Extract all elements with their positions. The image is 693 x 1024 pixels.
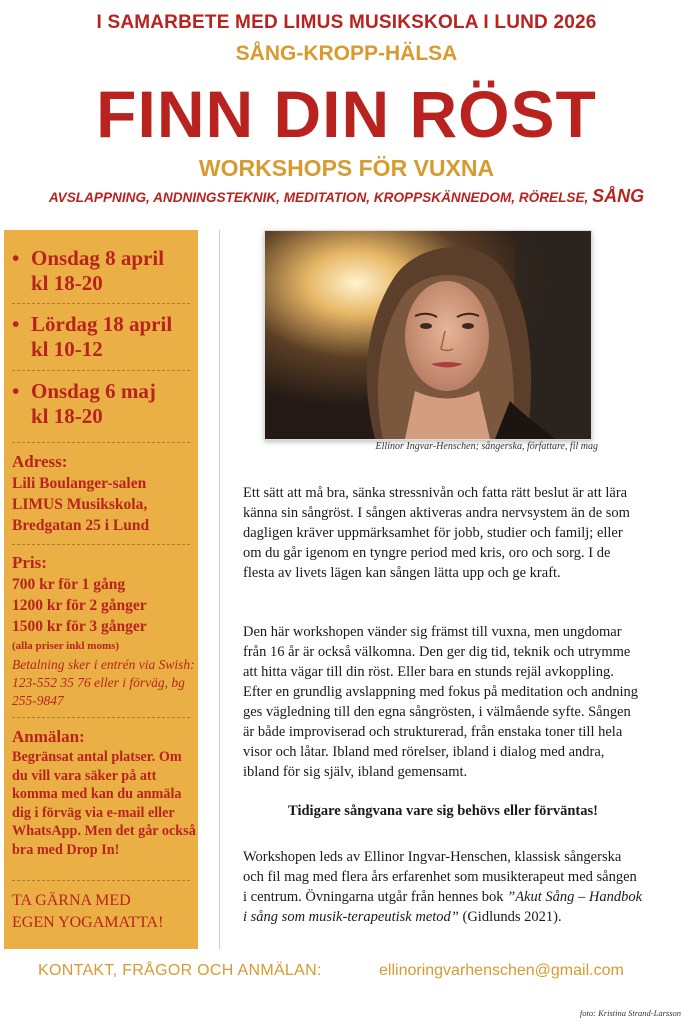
separator [12,442,190,443]
price-line: 700 kr för 1 gång [12,576,126,593]
body-paragraph: Den här workshopen vänder sig främst till vuxna, men ungdomar från 16 år är också välkomna. Den ger dig tid, teknik och utrymme att hitta vägar till din röst. Eller bara en stunds rejäl avkoppling. Efter en grundlig avslappning med fokus på meditation och andning ges vägledning till den egna sångrösten, i välmående syfte. Sången är både improviserad och strukturerad, från enstaka toner till hela visor och låtar. Ibland med rörelser, ibland i dialog med andra, ibland för sig själv, ibland gemensamt. [243,624,639,780]
body-paragraph: Ett sätt att må bra, sänka stressnivån och fatta rätt beslut är att lära känna sin sångröst. I sången aktiveras andra nervsystem än de som dagligen kräver uppmärksamhet för jobb, studier och familj; eller om du går igenom en tyngre period med kris, oro och sorg. I de flesta av livets lägen kan sången lätta upp och ge kraft. [243,485,630,581]
payment-info: Betalning sker i entrén via Swish: 123-552 35 76 eller i förväg, bg 255-9847 [12,657,195,708]
separator [12,717,190,718]
contact-label: KONTAKT, FRÅGOR OCH ANMÄLAN: [38,962,322,979]
bullet: • [12,379,20,403]
body-text: Workshopen leds av Ellinor Ingvar-Henschen, klassisk sångerska och fil mag med flera års erfarenhet som musikterapeut med sången i centrum. Övningarna utgår från hennes bok [243,849,637,905]
portrait-photo [264,230,592,440]
yoga-line: EGEN YOGAMATTA! [12,914,164,931]
contact-email-link[interactable]: ellinoringvarhenschen@gmail.com [379,962,624,979]
top-line: I SAMARBETE MED LIMUS MUSIKSKOLA I LUND 2026 [96,12,597,33]
book-title: ”Akut Sång – Handbok i sång som musik-terapeutisk metod” [243,889,643,925]
price-label: Pris: [12,553,47,572]
emphasis-line: Tidigare sångvana vare sig behövs eller förväntas! [288,803,598,819]
body-paragraph [243,847,643,927]
price-line: 1200 kr för 2 gånger [12,597,147,614]
topics-text: AVSLAPPNING, ANDNINGSTEKNIK, MEDITATION, KROPPSKÄNNEDOM, RÖRELSE, [48,190,593,205]
address-line: Lili Boulanger-salen [12,475,147,492]
photo-caption: Ellinor Ingvar-Henschen; sångerska, författare, fil mag [375,441,598,452]
yoga-line: TA GÄRNA MED [12,892,131,909]
time-line: kl 18-20 [31,404,103,428]
address-line: Bredgatan 25 i Lund [12,517,150,534]
body-text: (Gidlunds 2021). [458,909,562,925]
topics-emphasis: SÅNG [592,186,645,206]
bullet: • [12,312,20,336]
time-line: kl 18-20 [31,271,103,295]
date-line: Onsdag 8 april [31,246,165,270]
address-label: Adress: [12,452,68,471]
column-divider [219,230,220,949]
time-line: kl 10-12 [31,337,103,361]
separator [12,880,190,881]
bullet: • [12,246,20,270]
sidebar [4,230,198,949]
portrait-illustration [265,231,591,439]
vat-note: (alla priser inkl moms) [12,640,120,652]
address-line: LIMUS Musikskola, [12,496,148,513]
topics-line [0,186,693,207]
main-title: FINN DIN RÖST [96,77,597,151]
date-line: Lördag 18 april [31,312,173,336]
photo-credit: foto: Kristina Strand-Larsson [579,1008,681,1018]
separator [12,544,190,545]
date-item [12,379,196,429]
subtitle: SÅNG-KROPP-HÄLSA [235,42,458,65]
price-line: 1500 kr för 3 gånger [12,618,147,635]
separator [12,303,190,304]
date-item [12,312,196,362]
date-line: Onsdag 6 maj [31,379,156,403]
workshops-heading: WORKSHOPS FÖR VUXNA [198,155,495,181]
signup-text: Begränsat antal platser. Om du vill vara säker på att komma med kan du anmäla dig i förväg via e-mail eller WhatsApp. Men det går också bra med Drop In! [12,749,196,858]
separator [12,370,190,371]
signup-label: Anmälan: [12,727,85,746]
date-item [12,246,196,296]
